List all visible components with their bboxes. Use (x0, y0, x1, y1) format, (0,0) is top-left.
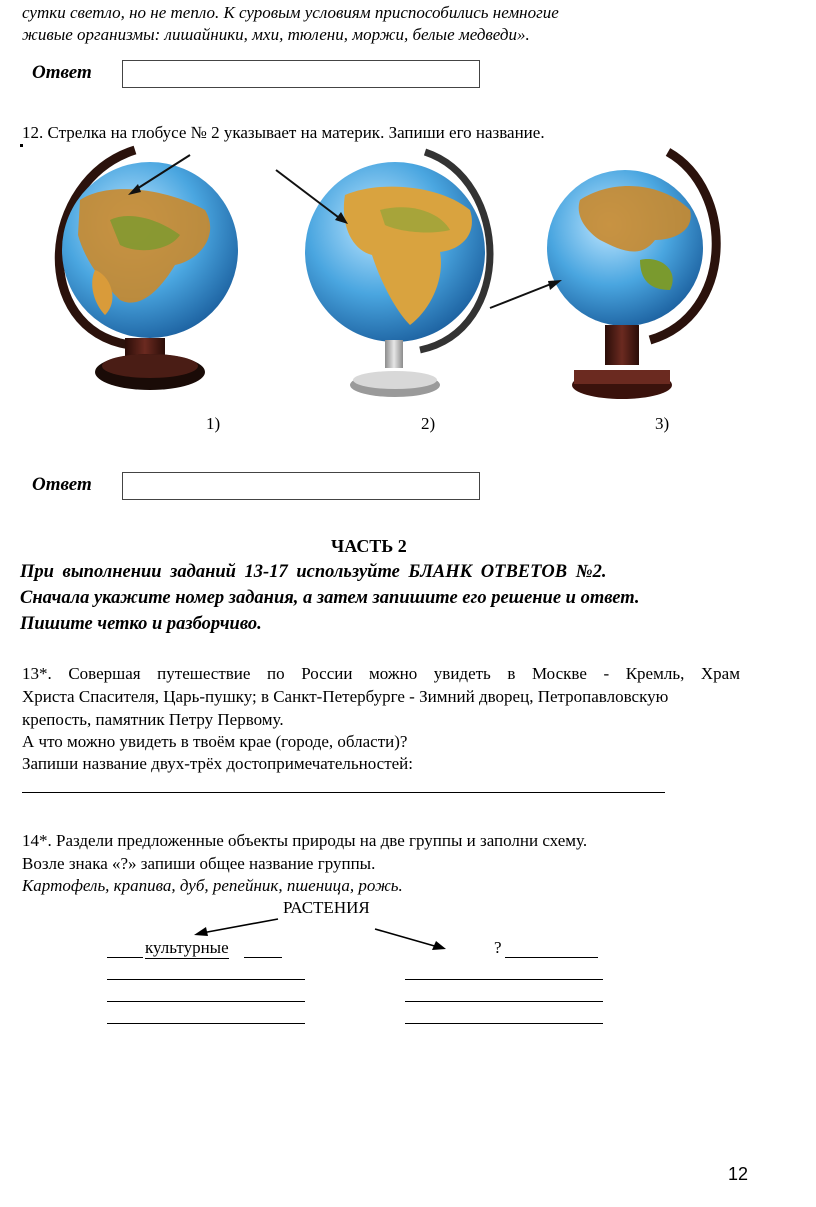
q13-line-4: А что можно увидеть в твоём крае (городе, области)? (22, 732, 408, 751)
part2-instruction-3: Пишите четко и разборчиво. (20, 614, 262, 634)
scheme-right-mark: ? (494, 938, 502, 957)
left-head-line-b (244, 957, 282, 958)
q13-line-1: 13*. Совершая путешествие по России можно увидеть в Москве - Кремль, Храм (22, 664, 740, 683)
right-answer-line-2[interactable] (405, 1001, 603, 1002)
scheme-left-label: культурные (145, 938, 229, 957)
q13-line-2: Христа Спасителя, Царь-пушку; в Санкт-Петербурге - Зимний дворец, Петропавловскую (22, 687, 669, 706)
left-head-line-a (107, 957, 143, 958)
globe-label-3: 3) (655, 414, 670, 433)
page-number: 12 (728, 1164, 749, 1184)
q14-line-2: Возле знака «?» запиши общее название группы. (22, 854, 376, 873)
q12-text: 12. Стрелка на глобусе № 2 указывает на материк. Запиши его название. (22, 123, 545, 142)
globe-label-1: 1) (206, 414, 221, 433)
answer-label: Ответ (32, 62, 92, 83)
intro-line-1: сутки светло, но не тепло. К суровым условиям приспособились немногие (22, 3, 559, 22)
q13-line-3: крепость, памятник Петру Первому. (22, 710, 284, 729)
right-head-line[interactable] (505, 957, 598, 958)
part2-title: ЧАСТЬ 2 (331, 536, 407, 556)
left-answer-line-2[interactable] (107, 1001, 305, 1002)
answer-box-11[interactable] (122, 60, 480, 88)
left-answer-line-1[interactable] (107, 979, 305, 980)
answer-label-2: Ответ (32, 474, 92, 495)
q14-line-1: 14*. Раздели предложенные объекты природы на две группы и заполни схему. (22, 831, 588, 850)
globe-3 (490, 152, 716, 399)
part2-instruction-2: Сначала укажите номер задания, а затем запишите его решение и ответ. (20, 588, 640, 608)
globe-2 (276, 152, 490, 397)
intro-line-2: живые организмы: лишайники, мхи, тюлени, моржи, белые медведи». (22, 25, 530, 44)
scheme-root: РАСТЕНИЯ (283, 898, 370, 917)
right-answer-line-3[interactable] (405, 1023, 603, 1024)
globe-1 (59, 150, 238, 390)
q14-line-3: Картофель, крапива, дуб, репейник, пшеница, рожь. (22, 876, 403, 895)
q13-line-5: Запиши название двух-трёх достопримечательностей: (22, 754, 413, 773)
left-answer-line-3[interactable] (107, 1023, 305, 1024)
q13-answer-line[interactable] (22, 792, 665, 793)
globes-illustration (0, 140, 816, 420)
right-answer-line-1[interactable] (405, 979, 603, 980)
answer-box-12[interactable] (122, 472, 480, 500)
part2-instruction-1: При выполнении заданий 13-17 используйте БЛАНК ОТВЕТОВ №2. (20, 562, 607, 582)
globe-label-2: 2) (421, 414, 436, 433)
